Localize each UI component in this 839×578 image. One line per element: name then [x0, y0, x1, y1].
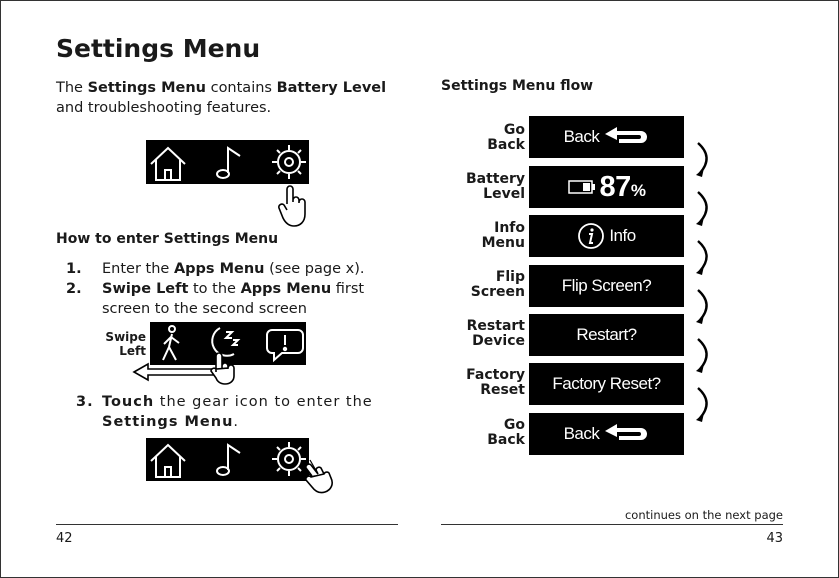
- intro-paragraph: The Settings Menu contains Battery Level and troubleshooting features.: [56, 80, 387, 116]
- step-1: 1. Enter the Apps Menu (see page x).: [66, 261, 365, 277]
- enter-heading: How to enter Settings Menu: [56, 231, 279, 247]
- flow-label-go-back: Go Back: [487, 122, 525, 153]
- flow-label-battery-level: Battery Level: [465, 171, 525, 202]
- flow-screen-restart: Restart?: [529, 314, 684, 356]
- page-title: Settings Menu: [56, 34, 261, 63]
- flow-label-flip-screen: Flip Screen: [470, 269, 525, 300]
- flow-label-restart-device: Restart Device: [466, 318, 525, 349]
- info-icon: [577, 222, 605, 250]
- steps-list: [66, 259, 396, 319]
- flow-arrow-icon: [698, 339, 707, 369]
- flow-screen-back-end: Back: [529, 413, 684, 455]
- flow-arrow-icon: [698, 143, 707, 173]
- back-arrow-icon: [603, 423, 649, 445]
- flow-arrow-icon: [698, 241, 707, 271]
- flow-screen-battery: 87 %: [529, 166, 684, 208]
- step-2: 2. Swipe Left to the Apps Menu first screen to the second screen: [66, 281, 365, 317]
- flow-heading: Settings Menu flow: [441, 78, 594, 94]
- flow-screen-info: Info: [529, 215, 684, 257]
- home-icon: [151, 445, 185, 477]
- footer-rule-left: [56, 524, 398, 525]
- flow-arrow-icon: [698, 192, 707, 222]
- flow-label-go-back-end: Go Back: [487, 417, 525, 448]
- flow-arrow-icon: [698, 290, 707, 320]
- home-icon: [151, 148, 185, 180]
- music-note-icon: [217, 148, 240, 178]
- swipe-left-label: Swipe Left: [105, 330, 146, 358]
- alert-bubble-icon: [267, 330, 303, 360]
- battery-icon: [568, 180, 596, 194]
- footer-rule-right: [441, 524, 783, 525]
- flow-label-info-menu: Info Menu: [481, 220, 525, 251]
- step-3: 3. Touch the gear icon to enter the Settings Menu.: [76, 394, 373, 430]
- flow-label-factory-reset: Factory Reset: [466, 367, 525, 398]
- touching-hand-icon: [298, 456, 334, 496]
- apps-menu-screen: [146, 140, 309, 184]
- pointing-hand-icon: [276, 184, 310, 228]
- flow-screen-factory-reset: Factory Reset?: [529, 363, 684, 405]
- flow-screen-flip: Flip Screen?: [529, 265, 684, 307]
- page-number-left: 42: [56, 531, 73, 546]
- flow-arrow-icon: [698, 388, 707, 418]
- flow-screen-back: Back: [529, 116, 684, 158]
- continues-note: continues on the next page: [624, 508, 783, 522]
- swipe-left-arrow-icon: [128, 340, 250, 386]
- music-note-icon: [217, 445, 240, 475]
- back-arrow-icon: [603, 126, 649, 148]
- gear-icon: [272, 145, 306, 179]
- apps-menu-screen-step3: [146, 438, 309, 481]
- page-number-right: 43: [766, 531, 783, 546]
- flow-arrows: [690, 135, 720, 435]
